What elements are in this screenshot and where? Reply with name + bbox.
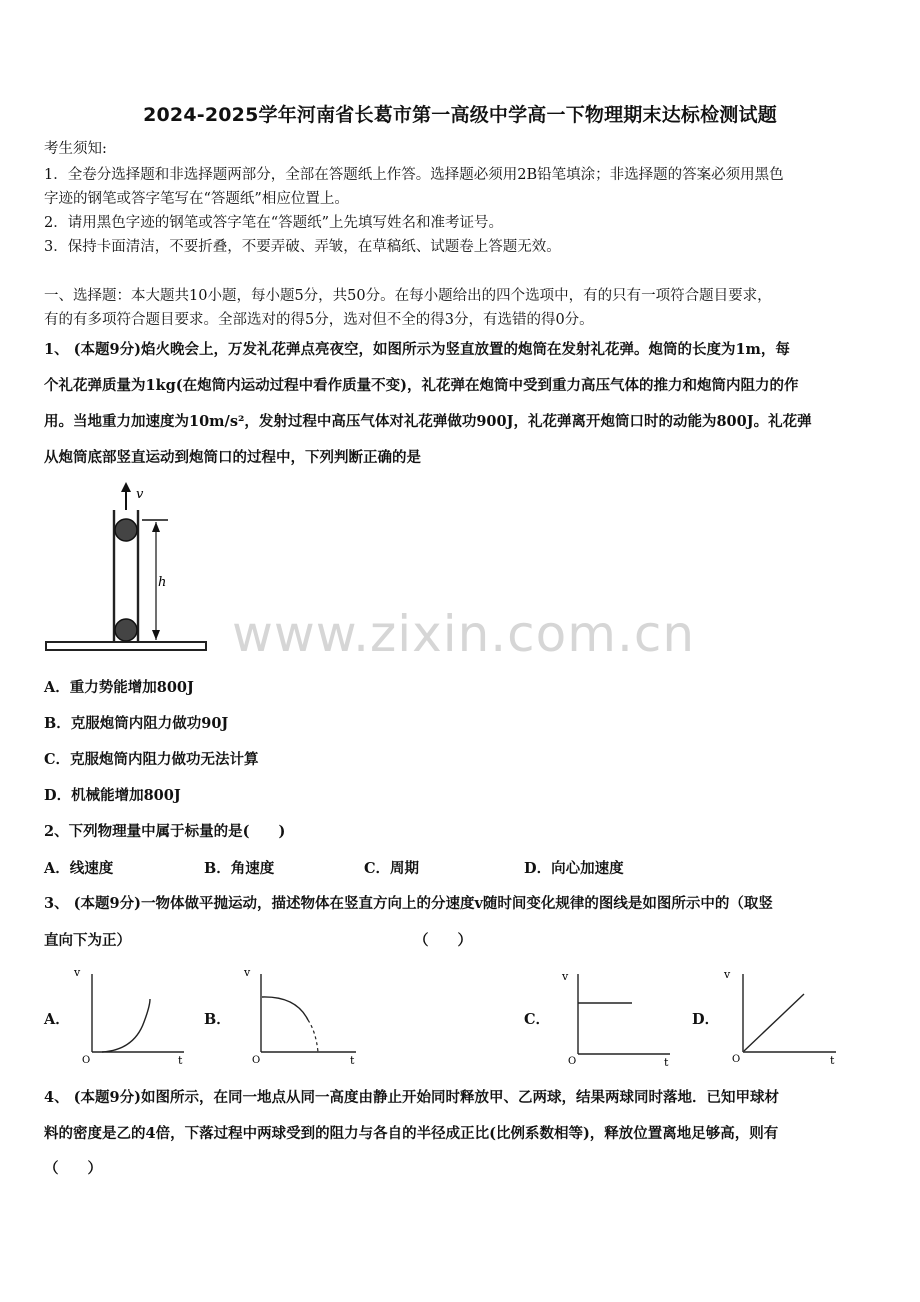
q3-graph-c (558, 962, 678, 1067)
q3-stem-line-1: 3、 (本题9分)一物体做平抛运动，描述物体在竖直方向上的分速度v随时间变化规律的图线是如图所示中的（取竖 (44, 895, 773, 912)
q1-stem-line-2: 个礼花弹质量为1kg(在炮筒内运动过程中看作质量不变)，礼花弹在炮筒中受到重力高压气体的推力和炮筒内阻力的作 (44, 377, 799, 394)
q3-b-t-label: t (350, 1054, 355, 1067)
q3-graph-d (718, 962, 848, 1067)
q4-stem-line-1: 4、 (本题9分)如图所示，在同一地点从同一高度由静止开始同时释放甲、乙两球，结果两球同时落地．已知甲球材 (44, 1089, 779, 1106)
section-heading-cont: 有的有多项符合题目要求。全部选对的得5分，选对但不全的得3分，有选错的得0分。 (44, 312, 594, 328)
q3-b-origin: O (252, 1055, 261, 1066)
notice-heading: 考生须知: (44, 141, 107, 157)
q3-graph-a (72, 962, 192, 1067)
q1-stem-line-4: 从炮筒底部竖直运动到炮筒口的过程中，下列判断正确的是 (44, 449, 421, 466)
q3-c-t-label: t (664, 1056, 669, 1067)
q3-a-origin: O (82, 1055, 91, 1066)
q1-tube-figure (40, 480, 220, 660)
q1-option-a: A．重力势能增加800J (44, 679, 194, 696)
watermark: www.zixin.com.cn (232, 605, 696, 663)
q3-a-t-label: t (178, 1054, 183, 1067)
q3-c-origin: O (568, 1056, 577, 1067)
notice-item-1: 1．全卷分选择题和非选择题两部分，全部在答题纸上作答。选择题必须用2B铅笔填涂；非选择题的答案必须用黑色 (44, 167, 784, 183)
q2-option-d: D．向心加速度 (524, 860, 624, 877)
q1-option-b: B．克服炮筒内阻力做功90J (44, 715, 229, 732)
q1-stem-line-1: 1、 (本题9分)焰火晚会上，万发礼花弹点亮夜空，如图所示为竖直放置的炮筒在发射礼花弹。炮筒的长度为1m，每 (44, 341, 790, 358)
q3-graph-d-label: D． (692, 1011, 720, 1028)
q3-graph-b-label: B． (204, 1011, 231, 1028)
section-heading: 一、选择题：本大题共10小题，每小题5分，共50分。在每小题给出的四个选项中，有的只有一项符合题目要求， (44, 288, 772, 304)
q2-option-c: C．周期 (364, 860, 420, 877)
q1-option-d: D．机械能增加800J (44, 787, 181, 804)
q1-stem-line-3: 用。当地重力加速度为10m/s²，发射过程中高压气体对礼花弹做功900J，礼花弹离开炮筒口时的动能为800J。礼花弹 (44, 413, 812, 430)
q1-ball-top (115, 519, 137, 541)
notice-item-1-cont: 字迹的钢笔或答字笔写在“答题纸”相应位置上。 (44, 191, 349, 207)
q2-option-b: B．角速度 (204, 860, 275, 877)
q1-h-label: h (158, 575, 167, 590)
q3-graph-a-label: A． (44, 1011, 70, 1028)
q3-answer-blank: （ ） (414, 932, 472, 949)
q1-v-label: v (136, 487, 144, 502)
q3-d-v-label: v (724, 968, 731, 981)
q3-b-v-label: v (244, 966, 251, 979)
q1-option-c: C．克服炮筒内阻力做功无法计算 (44, 751, 259, 768)
q2-stem: 2、下列物理量中属于标量的是( ) (44, 823, 286, 840)
q3-d-t-label: t (830, 1054, 835, 1067)
q3-a-v-label: v (74, 966, 81, 979)
q1-ball-bottom (115, 619, 137, 641)
q3-stem-line-2: 直向下为正） (44, 932, 131, 949)
notice-item-3: 3．保持卡面清洁，不要折叠，不要弄破、弄皱，在草稿纸、试题卷上答题无效。 (44, 239, 561, 255)
q4-stem-line-2: 料的密度是乙的4倍，下落过程中两球受到的阻力与各自的半径成正比(比例系数相等)，释放位置离地足够高，则有 (44, 1125, 779, 1142)
page-title: 2024-2025学年河南省长葛市第一高级中学高一下物理期末达标检测试题 (143, 104, 777, 126)
notice-item-2: 2．请用黑色字迹的钢笔或答字笔在“答题纸”上先填写姓名和准考证号。 (44, 215, 504, 231)
q3-graph-b (236, 962, 366, 1067)
q2-option-a: A．线速度 (44, 860, 114, 877)
q3-d-origin: O (732, 1054, 741, 1065)
q3-c-v-label: v (562, 970, 569, 983)
q3-graph-c-label: C． (524, 1011, 551, 1028)
q4-stem-line-3: （ ） (44, 1160, 102, 1177)
